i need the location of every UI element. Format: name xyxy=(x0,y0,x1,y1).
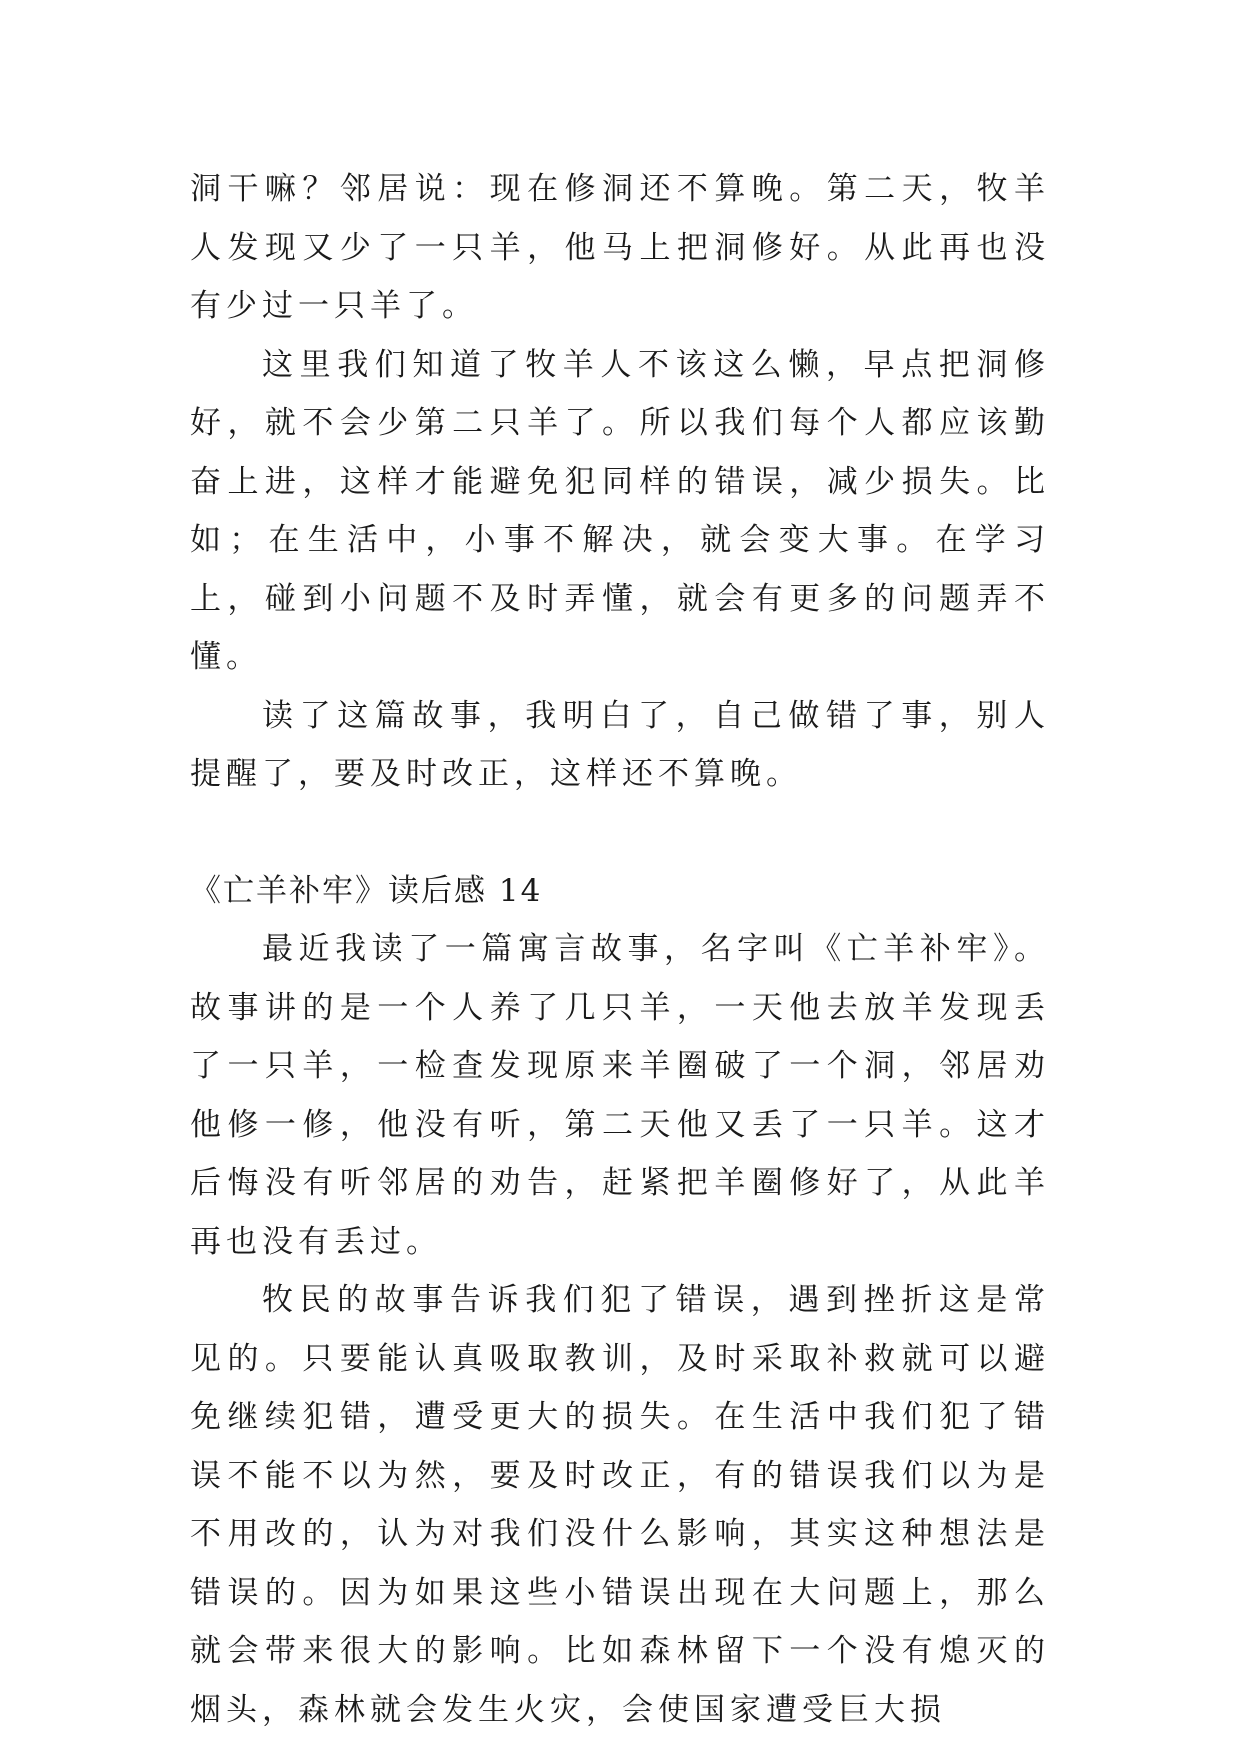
paragraph-conclusion: 读了这篇故事，我明白了，自己做错了事，别人提醒了，要及时改正，这样还不算晚。 xyxy=(190,697,1050,792)
paragraph-story-summary: 最近我读了一篇寓言故事，名字叫《亡羊补牢》。故事讲的是一个人养了几只羊，一天他去放羊发现丢了一只羊，一检查发现原来羊圈破了一个洞，邻居劝他修一修，他没有听，第二天他又丢了一只羊。这才后悔没有听邻居的劝告，赶紧把羊圈修好了，从此羊再也没有丢过。 xyxy=(190,931,1050,1260)
document-body xyxy=(190,160,1050,1739)
section-title: 《亡羊补牢》读后感 14 xyxy=(190,872,543,909)
paragraph-reflection: 这里我们知道了牧羊人不该这么懒，早点把洞修好，就不会少第二只羊了。所以我们每个人都应该勤奋上进，这样才能避免犯同样的错误，减少损失。比如；在生活中，小事不解决，就会变大事。在学习上，碰到小问题不及时弄懂，就会有更多的问题弄不懂。 xyxy=(190,346,1050,675)
paragraph-lesson: 牧民的故事告诉我们犯了错误，遇到挫折这是常见的。只要能认真吸取教训，及时采取补救就可以避免继续犯错，遭受更大的损失。在生活中我们犯了错误不能不以为然，要及时改正，有的错误我们以为是不用改的，认为对我们没什么影响，其实这种想法是错误的。因为如果这些小错误出现在大问题上，那么就会带来很大的影响。比如森林留下一个没有熄灭的烟头，森林就会发生火灾，会使国家遭受巨大损 xyxy=(190,1282,1050,1728)
paragraph-continued: 洞干嘛？邻居说：现在修洞还不算晚。第二天，牧羊人发现又少了一只羊，他马上把洞修好。从此再也没有少过一只羊了。 xyxy=(190,171,1050,324)
